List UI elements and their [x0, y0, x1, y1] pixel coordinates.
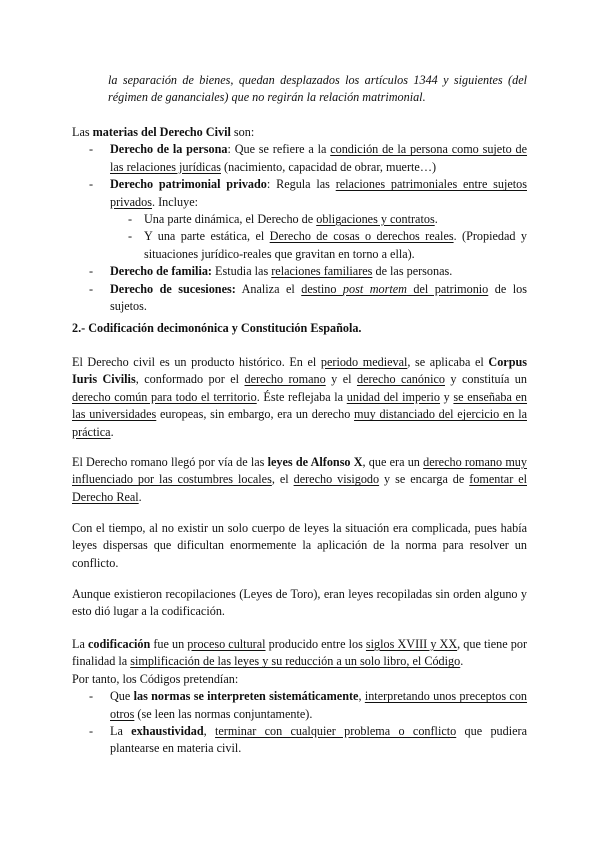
list-dash: - — [128, 212, 133, 227]
p2-underlined: derecho romano muy influenciado por las costumbres locales — [72, 455, 527, 487]
p1-bold: Corpus Iuris Civilis — [72, 355, 527, 387]
p1-underlined: se enseñaba en las universidades — [72, 389, 528, 422]
materias-section — [72, 124, 527, 315]
list-dash: - — [89, 689, 94, 704]
item-bold: Derecho patrimonial privado — [110, 177, 267, 192]
list-dash: - — [128, 229, 133, 244]
p5-text: La — [72, 637, 88, 651]
paragraph-tiempo — [72, 520, 527, 572]
item-underlined: relaciones patrimoniales entre sujetos privados — [110, 177, 527, 209]
p2-text: El Derecho romano llegó por vía de las — [72, 455, 268, 469]
p5-underlined: siglos XVIII y XX — [365, 637, 458, 651]
list-dash: - — [89, 142, 94, 157]
item-text: Y una parte estática, el — [144, 229, 270, 244]
item-underlined: relaciones familiares — [271, 264, 373, 279]
p1-text: y el — [325, 372, 357, 387]
list-item-exhaustividad — [72, 723, 527, 758]
p1-text: El Derecho civil es un producto histórico. En el — [72, 355, 321, 369]
p1-underlined: unidad del imperio — [346, 389, 441, 404]
item-text: , — [358, 689, 365, 704]
p2-text: . — [138, 489, 142, 504]
list-dash: - — [89, 724, 94, 739]
item-bold: exhaustividad — [131, 724, 204, 739]
p5-text: producido entre los — [265, 637, 366, 651]
item-underlined: obligaciones y contratos — [316, 212, 435, 227]
p2-text: , que era un — [362, 455, 424, 469]
item-underlined: interpretando unos preceptos con otros — [110, 689, 528, 721]
p1-underlined: derecho canónico — [356, 372, 445, 387]
p5-underlined: proceso cultural — [187, 637, 266, 651]
materias-intro-bold: materias del Derecho Civil — [92, 125, 231, 139]
item-underlined: terminar con cualquier problema o conflicto — [215, 724, 457, 739]
p1-underlined: periodo medieval — [320, 355, 408, 369]
list-dash: - — [89, 177, 94, 192]
item-underlined-2: del patrimonio — [406, 281, 489, 296]
p2-underlined: derecho visigodo — [293, 472, 380, 487]
p5-text: , que tiene por finalidad la — [72, 637, 528, 669]
item-underlined-italic: post mortem — [342, 281, 407, 296]
p1-text: y constituía un — [444, 372, 527, 387]
item-text: : Regula las — [266, 177, 336, 192]
p2-text: y se encarga de — [379, 472, 470, 487]
item-underlined: Derecho de cosas o derechos reales — [269, 229, 454, 244]
p2-underlined: fomentar el Derecho Real — [72, 472, 527, 504]
item-bold: Derecho de familia: — [110, 264, 212, 279]
p1-underlined: derecho romano — [244, 372, 326, 387]
p1-text: europeas, sin embargo, era un derecho — [156, 407, 355, 422]
item-text: Estudia las — [212, 264, 272, 279]
section-heading — [72, 320, 527, 337]
item-text-end: . — [434, 212, 438, 227]
p1-text: , se aplicaba el — [407, 355, 489, 369]
list-dash: - — [89, 281, 94, 296]
list-item-patrimonial — [72, 176, 527, 211]
p2-bold: leyes de Alfonso X — [267, 455, 363, 469]
p5-underlined: simplificación de las leyes y su reducción a un solo libro, el Código — [130, 654, 461, 669]
item-underlined: condición de la persona como sujeto de las relaciones jurídicas — [110, 142, 528, 174]
item-bold: Derecho de sucesiones: — [110, 281, 236, 296]
materias-intro-text: Las — [72, 125, 93, 139]
item-text: , — [203, 724, 216, 739]
item-text-end: (se leen las normas conjuntamente). — [134, 706, 313, 721]
item-text: Analiza el — [235, 281, 302, 296]
codificacion-definition — [72, 636, 527, 671]
item-underlined: destino — [301, 281, 343, 296]
item-text: La — [110, 724, 132, 739]
list-item-sucesiones — [72, 281, 527, 316]
p1-text: . Éste reflejaba la — [256, 389, 347, 404]
item-text-end: de las personas. — [372, 264, 453, 279]
list-subitem-estatica — [72, 228, 527, 263]
codigos-intro: Por tanto, los Códigos pretendían: — [72, 671, 239, 686]
p5-text: . — [460, 654, 464, 669]
paragraph-recopilaciones — [72, 586, 527, 621]
item-bold: las normas se interpreten sistemáticamente — [133, 689, 359, 704]
p5-text: fue un — [150, 637, 188, 651]
list-subitem-dinamica — [72, 211, 527, 228]
p1-text: , conformado por el — [135, 372, 245, 387]
materias-intro-end: son: — [230, 125, 255, 139]
item-bold: Derecho de la persona — [110, 142, 228, 157]
item-text-end: . (Propiedad y situaciones jurídico-reales que gravitan en torno a ella). — [144, 229, 527, 261]
materias-intro — [72, 124, 527, 141]
p1-underlined: muy distanciado del ejercicio en la práctica — [72, 407, 527, 439]
item-text-end: de los sujetos. — [110, 281, 527, 314]
item-text-end: . Incluye: — [151, 194, 199, 209]
p1-text: y — [440, 389, 454, 404]
p3-text: Con el tiempo, al no existir un solo cuerpo de leyes la situación era complicada, pues había leyes dispersas que dificultan enormemente la aplicación de la norma para resolver un conflicto. — [72, 521, 527, 570]
list-item-sistematica — [72, 688, 527, 723]
item-text-end: que pudiera plantearse en materia civil. — [110, 724, 527, 756]
paragraph-codificacion — [72, 636, 527, 758]
item-text: : Que se refiere a la — [227, 142, 331, 157]
p1-text: . — [110, 424, 114, 439]
item-text-end: (nacimiento, capacidad de obrar, muerte…) — [221, 159, 437, 174]
section-heading-text: 2.- Codificación decimonónica y Constitución Española. — [72, 321, 362, 335]
p4-text: Aunque existieron recopilaciones (Leyes de Toro), eran leyes recopiladas sin orden alguno y esto dió lugar a la codificación. — [72, 587, 527, 619]
list-item-persona — [72, 141, 527, 176]
list-dash: - — [89, 264, 94, 279]
intro-text: la separación de bienes, quedan desplazados los artículos 1344 y siguientes (del régimen de gananciales) que no regirán la relación matrimonial. — [108, 73, 527, 105]
p1-underlined: derecho común para todo el territorio — [72, 389, 257, 404]
paragraph-alfonso — [72, 454, 527, 506]
p2-text: , el — [271, 472, 294, 487]
intro-paragraph — [108, 72, 527, 107]
list-item-familia — [72, 263, 527, 280]
paragraph-historia — [72, 354, 527, 441]
p5-bold: codificación — [87, 637, 151, 651]
item-text: Una parte dinámica, el Derecho de — [144, 212, 317, 227]
item-text: Que — [110, 689, 134, 704]
